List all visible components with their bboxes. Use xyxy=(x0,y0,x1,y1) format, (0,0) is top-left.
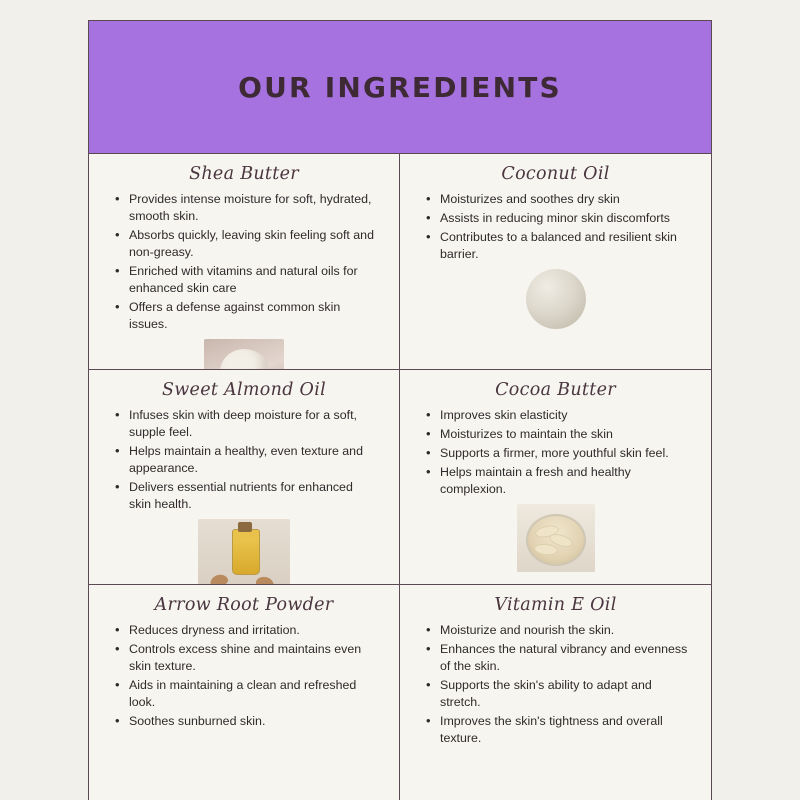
ingredient-card-arrow-root-powder xyxy=(89,585,400,800)
list-item: • Provides intense moisture for soft, hydrated, smooth skin. xyxy=(127,191,377,225)
ingredient-card-coconut-oil xyxy=(400,154,711,369)
ingredient-title: Cocoa Butter xyxy=(495,379,616,400)
ingredient-title: Sweet Almond Oil xyxy=(161,379,327,400)
ingredient-title: Shea Butter xyxy=(189,164,299,184)
sweet-almond-oil-photo xyxy=(198,519,290,585)
list-item: • Soothes sunburned skin. xyxy=(127,713,377,730)
page-title: OUR INGREDIENTS xyxy=(238,70,562,104)
list-item: • Contributes to a balanced and resilient skin barrier. xyxy=(438,229,689,263)
list-item: • Delivers essential nutrients for enhanced skin health. xyxy=(127,479,377,513)
list-item: • Absorbs quickly, leaving skin feeling soft and non-greasy. xyxy=(127,227,377,261)
ingredient-image-wrap xyxy=(105,519,383,585)
ingredients-row xyxy=(89,585,711,800)
ingredient-title: Arrow Root Powder xyxy=(154,595,334,616)
list-item: • Enhances the natural vibrancy and evenness of the skin. xyxy=(438,641,689,675)
ingredient-title: Vitamin E Oil xyxy=(494,595,617,616)
ingredient-benefits-list xyxy=(105,622,383,730)
ingredient-benefits-list xyxy=(416,191,695,263)
ingredient-benefits-list xyxy=(416,622,695,747)
list-item: • Moisturizes and soothes dry skin xyxy=(438,191,689,208)
infographic-card xyxy=(88,20,712,800)
ingredient-benefits-list xyxy=(105,191,383,333)
list-item: • Aids in maintaining a clean and refreshed look. xyxy=(127,677,377,711)
header-banner xyxy=(89,21,711,154)
ingredient-card-sweet-almond-oil xyxy=(89,370,400,585)
list-item: • Improves the skin's tightness and overall texture. xyxy=(438,713,689,747)
ingredient-image-wrap xyxy=(416,269,695,329)
list-item: • Helps maintain a fresh and healthy complexion. xyxy=(438,464,689,498)
ingredient-card-shea-butter xyxy=(89,154,400,369)
ingredient-image-wrap xyxy=(416,504,695,572)
ingredient-card-cocoa-butter xyxy=(400,370,711,585)
ingredients-row xyxy=(89,370,711,586)
list-item: • Improves skin elasticity xyxy=(438,407,689,424)
coconut-oil-photo xyxy=(526,269,586,329)
list-item: • Moisturizes to maintain the skin xyxy=(438,426,689,443)
list-item: • Supports the skin's ability to adapt and stretch. xyxy=(438,677,689,711)
list-item: • Controls excess shine and maintains even skin texture. xyxy=(127,641,377,675)
list-item: • Enriched with vitamins and natural oils for enhanced skin care xyxy=(127,263,377,297)
cocoa-butter-photo xyxy=(517,504,595,572)
ingredient-title: Coconut Oil xyxy=(501,164,610,184)
ingredient-image-wrap xyxy=(105,339,383,369)
list-item: • Supports a firmer, more youthful skin feel. xyxy=(438,445,689,462)
ingredients-grid xyxy=(89,154,711,800)
list-item: • Infuses skin with deep moisture for a soft, supple feel. xyxy=(127,407,377,441)
ingredients-row xyxy=(89,154,711,370)
ingredient-benefits-list xyxy=(105,407,383,513)
list-item: • Moisturize and nourish the skin. xyxy=(438,622,689,639)
list-item: • Offers a defense against common skin issues. xyxy=(127,299,377,333)
ingredient-benefits-list xyxy=(416,407,695,498)
list-item: • Reduces dryness and irritation. xyxy=(127,622,377,639)
list-item: • Assists in reducing minor skin discomforts xyxy=(438,210,689,227)
ingredient-card-vitamin-e-oil xyxy=(400,585,711,800)
shea-butter-photo xyxy=(204,339,284,369)
list-item: • Helps maintain a healthy, even texture and appearance. xyxy=(127,443,377,477)
